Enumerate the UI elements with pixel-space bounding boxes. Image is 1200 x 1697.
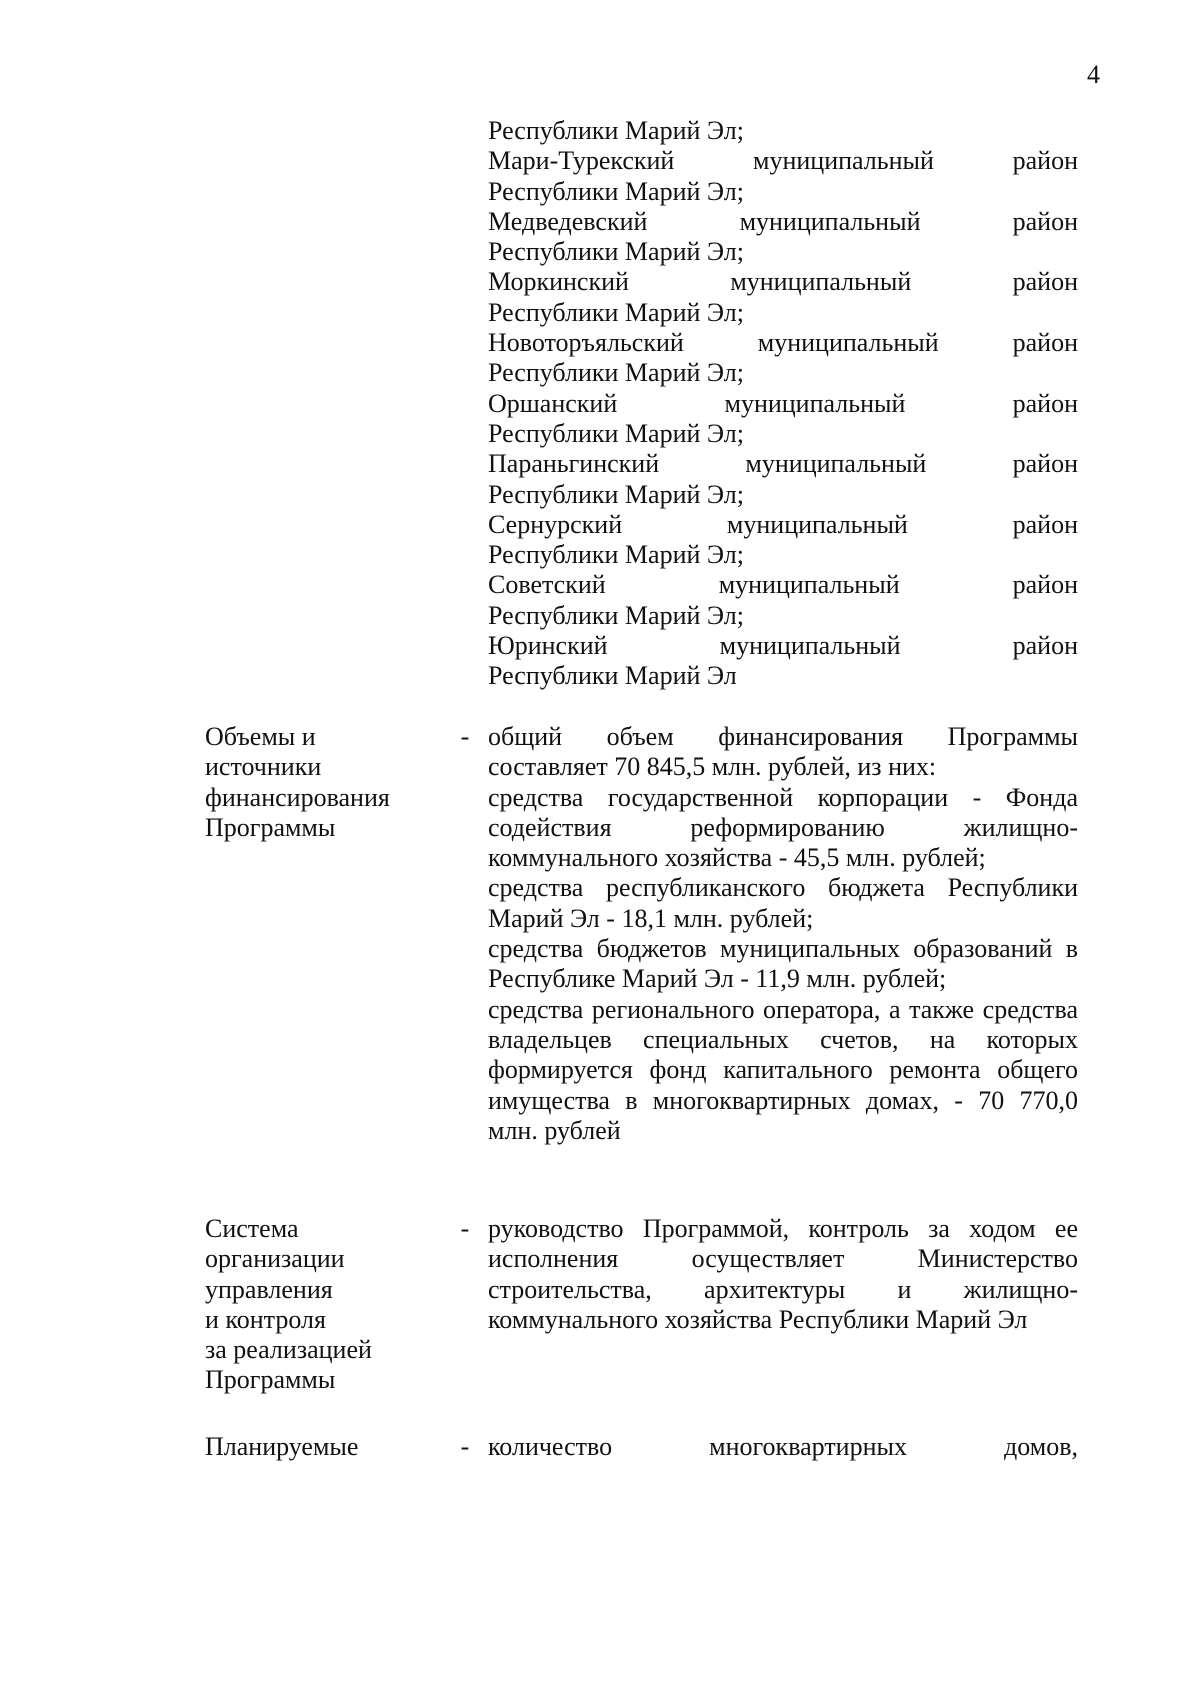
financing-text [488,722,1078,1146]
district-unit: район [1012,631,1078,661]
district-name: Сернурский [488,509,623,539]
district-type: муниципальный [757,328,939,358]
planned-dash: - [460,1432,470,1461]
financing-paragraph: средства республиканского бюджета Республики Марий Эл - 18,1 млн. рублей; [488,873,1078,933]
district-line [488,570,1078,600]
page-number: 4 [1087,60,1100,89]
district-unit: район [1012,206,1078,236]
district-entries [488,146,1078,691]
continuation-first-line: Республики Марий Эл; [488,116,744,145]
district-tail: Республики Марий Эл; [488,297,744,327]
district-name: Юринский [488,631,608,661]
district-unit: район [1012,570,1078,600]
district-name: Мари-Турекский [488,146,675,176]
district-line [488,631,1078,661]
district-line [488,146,1078,176]
district-unit: район [1012,449,1078,479]
financing-paragraph: общий объем финансирования Программы составляет 70 845,5 млн. рублей, из них: [488,722,1078,782]
management-dash: - [460,1214,470,1243]
management-paragraph: руководство Программой, контроль за ходом ее исполнения осуществляет Министерство строительства, архитектуры и жилищно-коммунального хозяйства Республики Марий Эл [488,1214,1078,1334]
district-type: муниципальный [718,570,900,600]
district-name: Новоторъяльский [488,328,684,358]
district-name: Оршанский [488,388,618,418]
district-tail: Республики Марий Эл; [488,479,744,509]
financing-paragraph: средства бюджетов муниципальных образований в Республике Марий Эл - 11,9 млн. рублей; [488,934,1078,994]
district-line [488,207,1078,237]
financing-dash: - [460,722,470,751]
district-line [488,267,1078,297]
district-tail: Республики Марий Эл; [488,600,744,630]
district-unit: район [1012,146,1078,176]
district-type: муниципальный [719,631,901,661]
financing-paragraph: средства государственной корпорации - Фонда содействия реформированию жилищно-коммунального хозяйства - 45,5 млн. рублей; [488,782,1078,873]
district-type: муниципальный [730,267,912,297]
district-line [488,328,1078,358]
district-tail: Республики Марий Эл; [488,540,744,570]
planned-text [488,1432,1078,1462]
district-tail: Республики Марий Эл; [488,418,744,448]
district-line [488,449,1078,479]
financing-paragraph: средства регионального оператора, а также средства владельцев специальных счетов, на которых формируется фонд капитального ремонта общего имущества в многоквартирных домах, - 70 770,0 млн. рублей [488,994,1078,1145]
financing-label: Объемы и источники финансирования Программы [205,722,390,842]
district-type: муниципальный [726,509,908,539]
districts-list [488,116,1078,692]
district-tail: Республики Марий Эл; [488,176,744,206]
district-name: Моркинский [488,267,629,297]
district-line [488,389,1078,419]
district-unit: район [1012,388,1078,418]
district-name: Параньгинский [488,449,660,479]
planned-label: Планируемые [205,1432,359,1461]
management-label: Система организации управления и контроля за реализацией Программы [205,1214,372,1395]
district-name: Советский [488,570,606,600]
district-type: муниципальный [724,388,906,418]
planned-paragraph: количество многоквартирных домов, [488,1432,1078,1461]
district-type: муниципальный [739,206,921,236]
district-unit: район [1012,267,1078,297]
district-line [488,510,1078,540]
district-name: Медведевский [488,206,648,236]
district-type: муниципальный [753,146,934,176]
district-type: муниципальный [745,449,927,479]
district-tail: Республики Марий Эл; [488,358,744,388]
district-unit: район [1012,509,1078,539]
district-unit: район [1012,328,1078,358]
district-tail: Республики Марий Эл; [488,237,744,267]
management-text [488,1214,1078,1335]
district-tail: Республики Марий Эл [488,661,737,691]
